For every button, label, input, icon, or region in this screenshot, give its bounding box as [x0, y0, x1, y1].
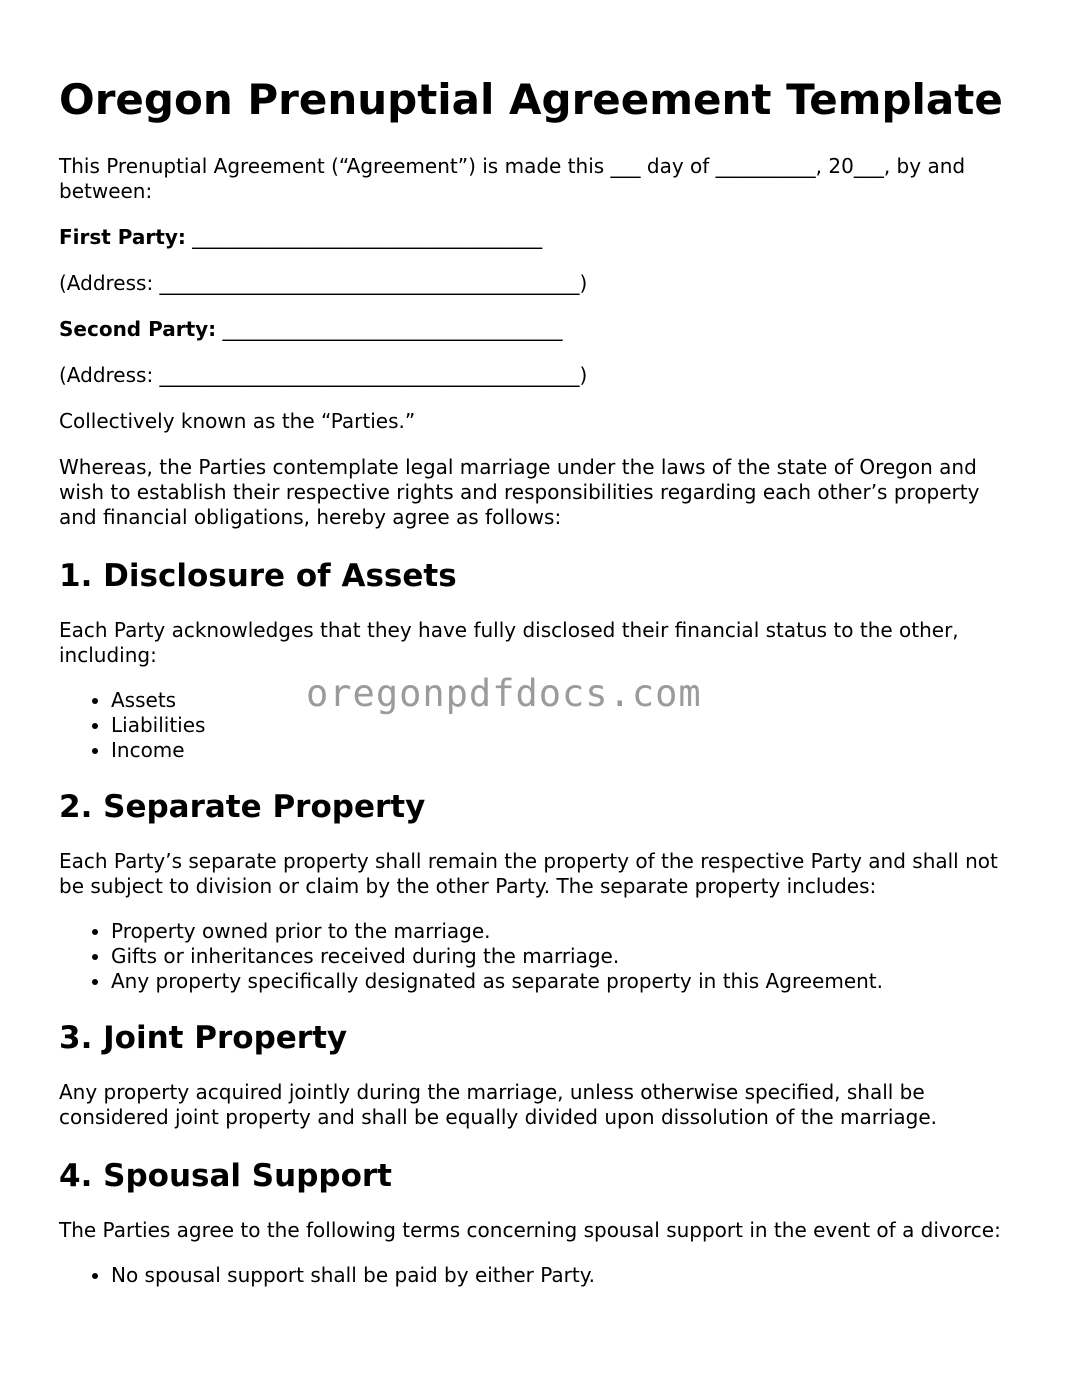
bullet-list — [59, 919, 1009, 994]
section-body: Any property acquired jointly during the marriage, unless otherwise specified, shall be considered joint property and shall be equally divided upon dissolution of the marriage. — [59, 1080, 938, 1129]
second-party-address: (Address: __________________________________________) — [59, 363, 588, 387]
first-party-line — [59, 225, 1009, 250]
first-party-label: First Party: — [59, 225, 186, 249]
section-heading: 2. Separate Property — [59, 789, 426, 825]
first-party-address: (Address: __________________________________________) — [59, 271, 588, 295]
second-party-line — [59, 317, 1009, 342]
second-party-label: Second Party: — [59, 317, 217, 341]
list-item: • Assets — [111, 688, 1009, 713]
first-party-blank: ___________________________________ — [185, 225, 543, 249]
document-title: Oregon Prenuptial Agreement Template — [59, 75, 1003, 124]
list-item: • Any property specifically designated as separate property in this Agreement. — [111, 969, 1009, 994]
second-party-blank: __________________________________ — [216, 317, 563, 341]
collectively-paragraph: Collectively known as the “Parties.” — [59, 409, 416, 433]
list-item: • Income — [111, 738, 1009, 763]
list-item: • Property owned prior to the marriage. — [111, 919, 1009, 944]
bullet-list — [59, 1263, 1009, 1288]
whereas-paragraph: Whereas, the Parties contemplate legal marriage under the laws of the state of Oregon and wish to establish their respective rights and responsibilities regarding each other’s property and financial obligations, hereby agree as follows: — [59, 455, 980, 529]
intro-paragraph: This Prenuptial Agreement (“Agreement”) is made this ___ day of __________, 20___, by and between: — [59, 154, 966, 203]
list-item: • No spousal support shall be paid by either Party. — [111, 1263, 1009, 1288]
section-body: Each Party’s separate property shall remain the property of the respective Party and shall not be subject to division or claim by the other Party. The separate property includes: — [59, 849, 998, 898]
list-item: • Gifts or inheritances received during the marriage. — [111, 944, 1009, 969]
section-body: Each Party acknowledges that they have fully disclosed their financial status to the other, including: — [59, 618, 959, 667]
section-heading: 4. Spousal Support — [59, 1158, 392, 1194]
list-item: • Liabilities — [111, 713, 1009, 738]
section-heading: 1. Disclosure of Assets — [59, 558, 457, 594]
section-body: The Parties agree to the following terms concerning spousal support in the event of a divorce: — [59, 1218, 1001, 1242]
section-heading: 3. Joint Property — [59, 1020, 348, 1056]
watermark-text: oregonpdfdocs.com — [306, 672, 702, 715]
